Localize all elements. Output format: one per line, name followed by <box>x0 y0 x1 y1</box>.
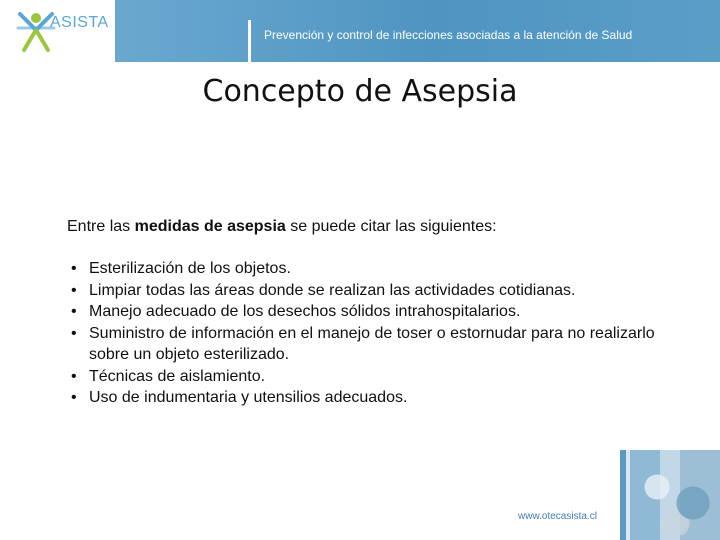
header-divider <box>248 20 251 62</box>
slide-title: Concepto de Asepsia <box>202 74 518 109</box>
list-item-text: Limpiar todas las áreas donde se realizan las actividades cotidianas. <box>89 281 576 299</box>
bullet-icon: • <box>71 324 77 342</box>
list-item-text: Esterilización de los objetos. <box>89 260 291 277</box>
bullet-icon: • <box>71 389 77 406</box>
list-item <box>67 387 667 409</box>
logo-text: ASISTA <box>50 14 109 31</box>
logo <box>0 0 115 62</box>
list-item-text: Suministro de información en el manejo de toser o estornudar para no realizarlo sobre un objeto esterilizado. <box>89 324 655 363</box>
intro-text-end: se puede citar las siguientes: <box>285 218 497 235</box>
intro-text-bold: medidas de asepsia <box>134 218 286 235</box>
list-item <box>67 258 667 280</box>
measures-list <box>67 258 667 409</box>
intro-text <box>67 218 497 236</box>
bullet-icon: • <box>71 367 77 385</box>
list-item <box>67 280 667 302</box>
list-item <box>67 301 667 323</box>
list-item <box>67 323 667 366</box>
list-item-text: Manejo adecuado de los desechos sólidos intrahospitalarios. <box>89 303 521 320</box>
bullet-icon: • <box>71 303 77 320</box>
bullet-icon: • <box>71 281 77 299</box>
list-item-text: Uso de indumentaria y utensilios adecuados. <box>89 389 408 406</box>
list-item <box>67 366 667 388</box>
medical-photo-detail <box>630 455 720 535</box>
bullet-icon: • <box>71 260 77 277</box>
course-title: Prevención y control de infecciones asociadas a la atención de Salud <box>264 28 633 42</box>
intro-text-start: Entre las <box>67 218 135 235</box>
list-item-text: Técnicas de aislamiento. <box>89 367 266 385</box>
website-link[interactable]: www.otecasista.cl <box>518 511 597 522</box>
